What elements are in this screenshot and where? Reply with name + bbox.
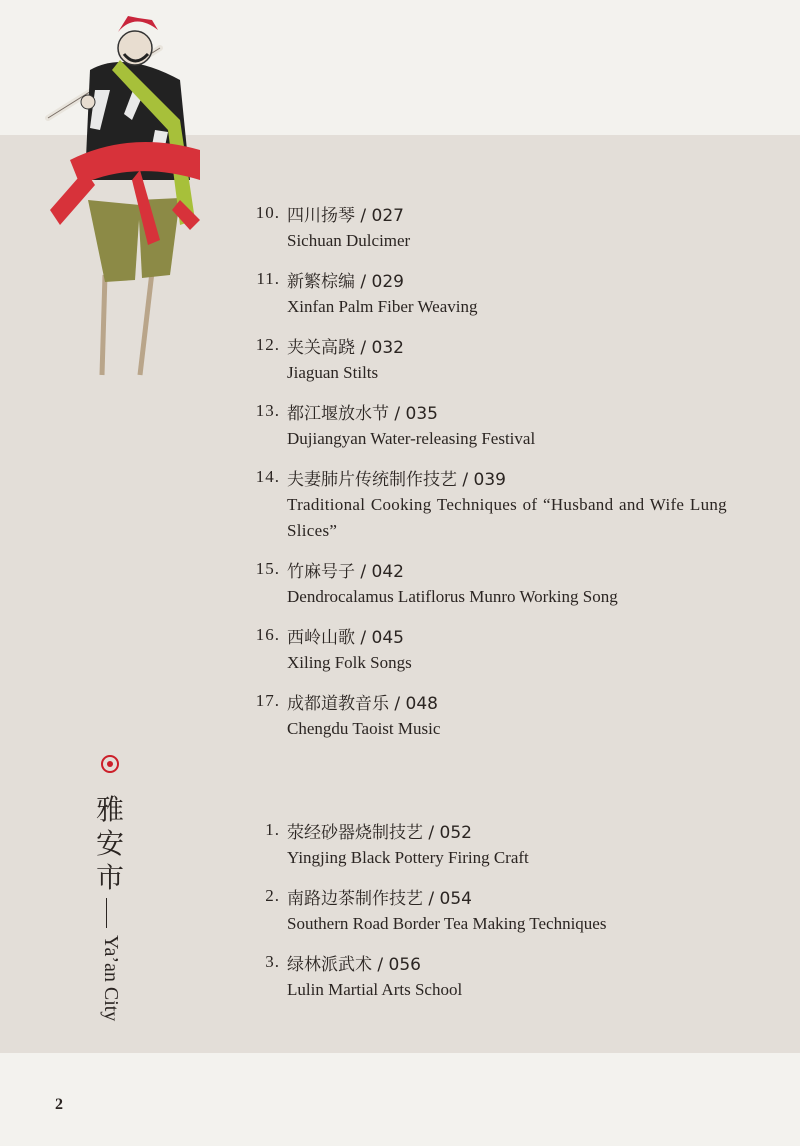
entry-number: 2. [265,886,280,905]
entry-number: 15. [255,559,280,578]
toc-entry[interactable] [240,685,740,751]
section-table-of-contents [240,814,740,1012]
toc-entry[interactable] [240,197,740,263]
entry-title-cn: 西岭山歌 / 045 [287,628,404,648]
entry-title-cn: 都江堰放水节 / 035 [287,404,438,424]
entry-title-en: Southern Road Border Tea Making Techniques [287,914,607,933]
entry-number: 16. [255,625,280,644]
entry-title-cn: 南路边茶制作技艺 / 054 [287,889,472,909]
section-title-cn: 雅安市 [95,793,124,894]
page-number: 2 [55,1096,63,1113]
entry-title-en: Dendrocalamus Latiflorus Munro Working Song [287,587,618,606]
table-of-contents [240,197,740,751]
entry-title-en: Yingjing Black Pottery Firing Craft [287,848,529,867]
toc-entry[interactable] [240,880,740,946]
entry-number: 10. [255,203,280,222]
entry-title-en: Lulin Martial Arts School [287,980,463,999]
entry-number: 11. [256,269,280,288]
entry-number: 3. [265,952,280,971]
toc-entry[interactable] [240,329,740,395]
entry-title-en: Chengdu Taoist Music [287,719,441,738]
entry-title-en: Traditional Cooking Techniques of “Husband and Wife Lung Slices” [287,495,727,540]
entry-title-cn: 夹关高跷 / 032 [287,338,404,358]
entry-title-cn: 夫妻肺片传统制作技艺 / 039 [287,470,506,490]
entry-number: 12. [255,335,280,354]
entry-title-en: Xinfan Palm Fiber Weaving [287,297,478,316]
entry-number: 13. [255,401,280,420]
section-title-en: Ya’an City [100,935,122,1022]
entry-number: 17. [255,691,280,710]
entry-number: 14. [255,467,280,486]
entry-title-en: Sichuan Dulcimer [287,231,411,250]
entry-title-cn: 四川扬琴 / 027 [287,206,404,226]
entry-title-cn: 绿林派武术 / 056 [287,955,421,975]
entry-title-cn: 成都道教音乐 / 048 [287,694,438,714]
toc-entry[interactable] [240,553,740,619]
toc-entry[interactable] [240,946,740,1012]
toc-entry[interactable] [240,263,740,329]
entry-number: 1. [265,820,280,839]
entry-title-cn: 新繁棕编 / 029 [287,272,404,292]
section-divider [106,898,107,928]
entry-title-en: Jiaguan Stilts [287,363,379,382]
entry-title-en: Dujiangyan Water-releasing Festival [287,429,536,448]
section-heading-yaan [92,755,132,1022]
entry-title-cn: 荥经砂器烧制技艺 / 052 [287,823,472,843]
entry-title-cn: 竹麻号子 / 042 [287,562,404,582]
stilt-walker-illustration [40,10,210,380]
toc-entry[interactable] [240,814,740,880]
toc-entry[interactable] [240,461,740,553]
toc-entry[interactable] [240,619,740,685]
entry-title-en: Xiling Folk Songs [287,653,412,672]
toc-entry[interactable] [240,395,740,461]
bullet-dot-icon [101,755,119,773]
